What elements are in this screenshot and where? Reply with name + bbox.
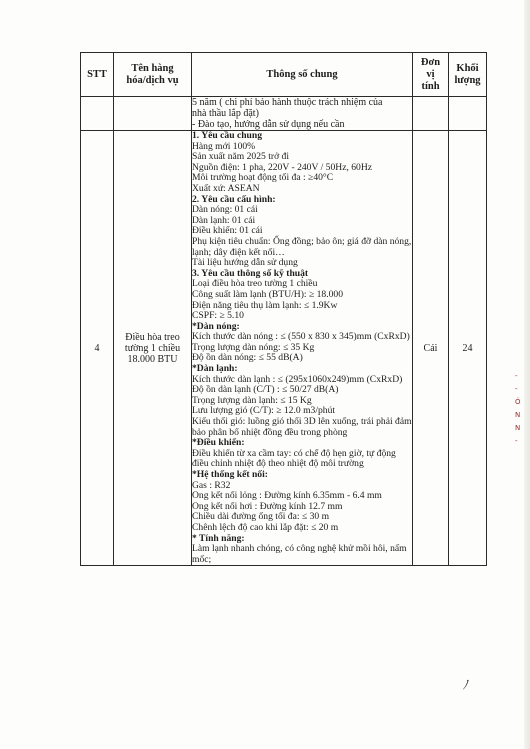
- margin-note: [515, 370, 525, 448]
- header-unit: [413, 53, 449, 97]
- continuation-cell: [192, 97, 413, 131]
- spec-line: Ống kết nối lỏng : Đường kính 6.35mm - 6.4 mm: [192, 491, 382, 502]
- cell-empty: [449, 97, 487, 131]
- header-qty-line: Khối: [456, 62, 479, 74]
- header-name: [114, 53, 192, 97]
- header-row: [81, 53, 487, 97]
- spec-line: Môi trường hoạt động tối đa : ≥40°C: [192, 173, 334, 184]
- spec-line: Điều khiển: 01 cái: [192, 226, 263, 237]
- spec-table: [80, 52, 487, 566]
- spec-heading: 2. Yêu cầu cấu hình:: [192, 194, 276, 205]
- spec-line: Công suất làm lạnh (BTU/H): ≥ 18.000: [192, 289, 344, 300]
- continuation-line: - Đào tạo, hướng dẫn sử dụng nếu cần: [192, 119, 345, 130]
- spec-line: Kích thước dàn lạnh : ≤ (295x1060x249)mm (CxRxD): [192, 373, 403, 385]
- spec-line: Điều khiển từ xa cầm tay: có chế độ hẹn giờ, tự động điều chỉnh nhiệt độ theo nhiệt độ môi trường: [192, 447, 396, 470]
- item-unit: Cái: [413, 131, 449, 566]
- spec-line: Hàng mới 100%: [192, 141, 256, 152]
- item-stt: 4: [81, 131, 114, 566]
- spec-line: Điện năng tiêu thụ làm lạnh: ≤ 1.9Kw: [192, 300, 338, 311]
- header-qty-line: lượng: [454, 74, 481, 86]
- spec-line: Gas : R32: [192, 480, 231, 491]
- spec-heading: *Dàn nóng:: [192, 321, 240, 332]
- spec-line: Phụ kiện tiêu chuẩn: Ống đồng; bảo ôn; giá đỡ dàn nóng, lạnh; dây điện kết nối…: [192, 235, 412, 258]
- spec-line: Dàn lạnh: 01 cái: [192, 215, 256, 226]
- header-stt: STT: [81, 53, 114, 97]
- item-row: [81, 131, 487, 566]
- spec-line: Lưu lượng gió (C/T): ≥ 12.0 m3/phút: [192, 406, 336, 417]
- spec-heading: 1. Yêu cầu chung: [192, 131, 263, 141]
- spec-line: Nguồn điện: 1 pha, 220V - 240V / 50Hz, 60Hz: [192, 162, 373, 173]
- spec-line: Kiểu thổi gió: luồng gió thổi 3D lên xuống, trái phải đảm bảo phân bổ nhiệt đồng đều trong phòng: [192, 416, 412, 438]
- margin-char: N: [515, 411, 521, 419]
- item-name-line: Điều hòa treo: [125, 331, 180, 343]
- header-qty: [449, 53, 487, 97]
- item-name-line: 18.000 BTU: [127, 353, 178, 365]
- header-name-line: hóa/dịch vụ: [126, 74, 179, 86]
- margin-char: -: [515, 437, 518, 445]
- continuation-line: 5 năm ( chi phí bảo hành thuộc trách nhiệm của: [192, 97, 383, 108]
- spec-line: Trọng lượng dàn lạnh: ≤ 15 Kg: [192, 395, 312, 406]
- margin-char: N: [515, 424, 521, 432]
- margin-char: -: [515, 385, 518, 393]
- cell-empty: [81, 97, 114, 131]
- spec-line: Ống kết nối hơi : Đường kính 12.7 mm: [192, 501, 343, 512]
- header-spec: Thông số chung: [192, 53, 413, 97]
- spec-line: Trọng lượng dàn nóng: ≤ 35 Kg: [192, 342, 315, 353]
- spec-line: Tài liệu hướng dẫn sử dụng: [192, 258, 298, 269]
- spec-line: Chiều dài đường ống tối đa: ≤ 30 m: [192, 512, 330, 523]
- header-name-line: Tên hàng: [131, 62, 174, 74]
- spec-heading: 3. Yêu cầu thông số kỹ thuật: [192, 268, 309, 279]
- spec-line: Sản xuất năm 2025 trở đi: [192, 152, 290, 163]
- header-unit-line: Đơn: [420, 56, 441, 68]
- item-qty: 24: [449, 131, 487, 566]
- cell-empty: [114, 97, 192, 131]
- header-unit-line: vị: [426, 68, 435, 80]
- item-spec: [192, 131, 413, 566]
- continuation-row: [81, 97, 487, 131]
- spec-line: Dàn nóng: 01 cái: [192, 205, 258, 216]
- margin-char: -: [515, 372, 518, 380]
- spec-heading: *Hệ thống kết nối:: [192, 470, 268, 480]
- spec-line: CSPF: ≥ 5.10: [192, 311, 244, 322]
- spec-line: Xuất xứ: ASEAN: [192, 183, 260, 194]
- spec-heading: * Tính năng:: [192, 533, 245, 544]
- spec-line: Chênh lệch độ cao khi lắp đặt: ≤ 20 m: [192, 522, 339, 533]
- spec-line: Độ ồn dàn lạnh (C/T) : ≤ 50/27 dB(A): [192, 385, 339, 396]
- handwritten-initial: ﾉ: [461, 677, 470, 693]
- header-unit-line: tính: [421, 80, 440, 92]
- spec-heading: *Dàn lạnh:: [192, 364, 238, 375]
- spec-line: Độ ồn dàn nóng: ≤ 55 dB(A): [192, 353, 303, 364]
- margin-char: Ó: [515, 398, 521, 406]
- item-name: [114, 131, 192, 566]
- spec-line: Làm lạnh nhanh chóng, có công nghệ khử mồi hôi, nấm mốc;: [192, 543, 407, 565]
- cell-empty: [413, 97, 449, 131]
- spec-line: Loại điều hòa treo tường 1 chiều: [192, 279, 318, 290]
- spec-heading: *Điều khiển:: [192, 438, 245, 449]
- item-name-line: tường 1 chiều: [124, 342, 181, 354]
- spec-line: Kích thước dàn nóng : ≤ (550 x 830 x 345)mm (CxRxD): [192, 331, 410, 343]
- continuation-line: nhà thầu lắp đặt): [192, 108, 259, 119]
